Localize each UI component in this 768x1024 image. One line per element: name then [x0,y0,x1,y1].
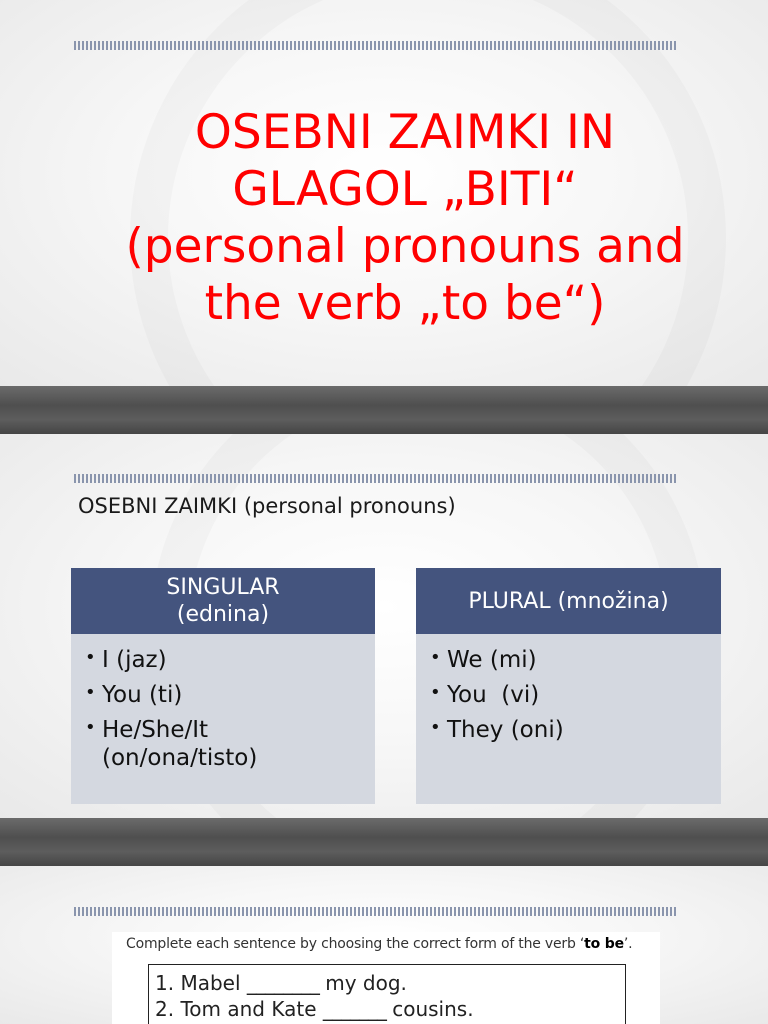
decorative-stripe [74,474,678,483]
slide-title [0,0,768,386]
singular-header-line: (ednina) [176,602,270,627]
title-line: the verb „to be“) [204,276,606,331]
decorative-stripe [74,41,678,50]
singular-column [71,568,375,804]
title-line: GLAGOL „BITI“ [232,162,578,217]
item-text: Mabel [180,971,241,995]
instruction-text: Complete each sentence by choosing the correct form of the verb ‘ [126,936,585,952]
title-line: OSEBNI ZAIMKI IN [194,105,616,160]
singular-header [71,568,375,634]
decorative-stripe [74,907,678,916]
exercise-worksheet [112,932,660,1024]
slide-separator [0,818,768,866]
item-blank: ________ [246,971,319,995]
plural-column [416,568,721,804]
item-number: 1. [155,971,175,995]
instruction-text: ’. [623,936,633,952]
list-item: • He/She/It (on/ona/tisto) [85,716,367,772]
list-item: • You (vi) [430,681,713,709]
slide-exercise [0,866,768,1024]
singular-list [71,634,375,804]
plural-header-text: PLURAL (množina) [468,588,669,614]
slide-title-text [60,104,750,332]
item-text: my dog. [325,971,407,995]
list-item: • You (ti) [85,681,367,709]
item-text: Tom and Kate [180,997,317,1021]
exercise-item [155,996,625,1022]
item-blank: _______ [322,997,386,1021]
slide-pronouns [0,434,768,818]
item-number: 2. [155,997,175,1021]
title-line: (personal pronouns and [125,219,685,274]
instruction-bold: to be [584,936,624,952]
section-heading: OSEBNI ZAIMKI (personal pronouns) [78,494,456,518]
list-item: • I (jaz) [85,646,367,674]
plural-header [416,568,721,634]
exercise-instruction [126,936,632,952]
singular-header-line: SINGULAR [166,575,280,600]
slide-separator [0,386,768,434]
list-item: • They (oni) [430,716,713,744]
exercise-box [148,964,626,1024]
plural-list [416,634,721,804]
exercise-item [155,970,625,996]
item-text: cousins. [392,997,474,1021]
list-item: • We (mi) [430,646,713,674]
